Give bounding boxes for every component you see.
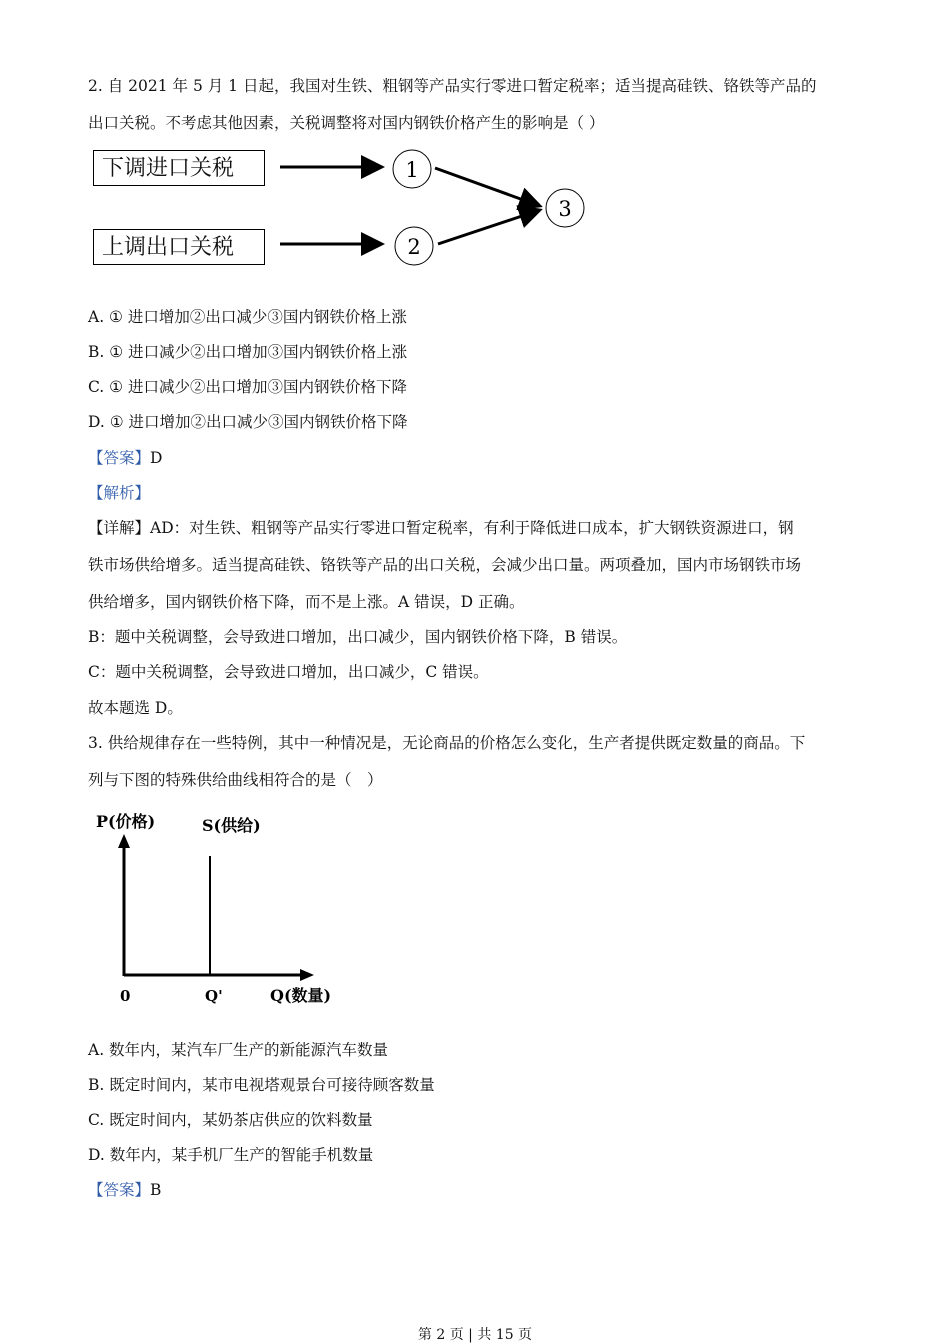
detail-line: 【详解】AD：对生铁、粗钢等产品实行零进口暂定税率，有利于降低进口成本，扩大钢铁资源进口，钢 xyxy=(88,519,794,537)
x-axis-arrow xyxy=(300,969,314,981)
curve-label: S(供给) xyxy=(202,816,261,835)
flow-diagram xyxy=(0,0,950,300)
detail-line: C：题中关税调整，会导致进口增加，出口减少，C 错误。 xyxy=(88,663,489,681)
q3-option-c: C. 既定时间内，某奶茶店供应的饮料数量 xyxy=(88,1111,373,1129)
detail-line: 铁市场供给增多。适当提高硅铁、铬铁等产品的出口关税，会减少出口量。两项叠加，国内市场钢铁市场 xyxy=(88,556,802,574)
q3-stem-line1: 3. 供给规律存在一些特例，其中一种情况是，无论商品的价格怎么变化，生产者提供既定数量的商品。下 xyxy=(88,734,806,752)
q2-option-a: A. ① 进口增加②出口减少③国内钢铁价格上涨 xyxy=(88,308,407,326)
q3-answer xyxy=(88,1180,161,1200)
x-axis-label: Q(数量) xyxy=(270,986,332,1005)
q2-option-d: D. ① 进口增加②出口减少③国内钢铁价格下降 xyxy=(88,413,408,431)
q2-answer xyxy=(88,448,162,468)
answer-tag: 【答案】 xyxy=(88,1181,151,1199)
circle-label-1: 1 xyxy=(405,158,419,182)
q3-option-b: B. 既定时间内，某市电视塔观景台可接待顾客数量 xyxy=(88,1076,435,1094)
diagram-box-import: 下调进口关税 xyxy=(93,150,265,186)
diagram-box-export: 上调出口关税 xyxy=(93,229,265,265)
circle-label-2: 2 xyxy=(407,235,421,259)
page-footer: 第 2 页 | 共 15 页 xyxy=(417,1327,533,1343)
answer-value: D xyxy=(150,449,163,467)
detail-line: 故本题选 D。 xyxy=(88,699,183,717)
circle-label-3: 3 xyxy=(558,197,572,221)
q3-stem-line2: 列与下图的特殊供给曲线相符合的是（ ） xyxy=(88,771,383,789)
y-axis-arrow xyxy=(118,834,130,848)
analysis-tag: 【解析】 xyxy=(88,484,151,502)
detail-line: B：题中关税调整，会导致进口增加，出口减少，国内钢铁价格下降，B 错误。 xyxy=(88,628,628,646)
arrow-1-3 xyxy=(435,168,540,206)
y-axis-label: P(价格) xyxy=(96,812,156,831)
q2-stem-line1: 2. 自 2021 年 5 月 1 日起，我国对生铁、粗钢等产品实行零进口暂定税率；适当提高硅铁、铬铁等产品的 xyxy=(88,77,817,95)
supply-graph xyxy=(0,800,400,1015)
q2-option-b: B. ① 进口减少②出口增加③国内钢铁价格上涨 xyxy=(88,343,408,361)
q3-option-a: A. 数年内，某汽车厂生产的新能源汽车数量 xyxy=(88,1041,389,1059)
answer-value: B xyxy=(150,1181,162,1199)
q2-option-c: C. ① 进口减少②出口增加③国内钢铁价格下降 xyxy=(88,378,407,396)
q3-option-d: D. 数年内，某手机厂生产的智能手机数量 xyxy=(88,1146,374,1164)
arrow-2-3 xyxy=(438,210,540,244)
origin-label: 0 xyxy=(120,987,131,1005)
detail-line: 供给增多，国内钢铁价格下降，而不是上涨。A 错误，D 正确。 xyxy=(88,593,525,611)
answer-tag: 【答案】 xyxy=(88,449,151,467)
q-prime-label: Q' xyxy=(205,987,223,1005)
q2-stem-line2: 出口关税。不考虑其他因素，关税调整将对国内钢铁价格产生的影响是（ ） xyxy=(88,114,605,132)
